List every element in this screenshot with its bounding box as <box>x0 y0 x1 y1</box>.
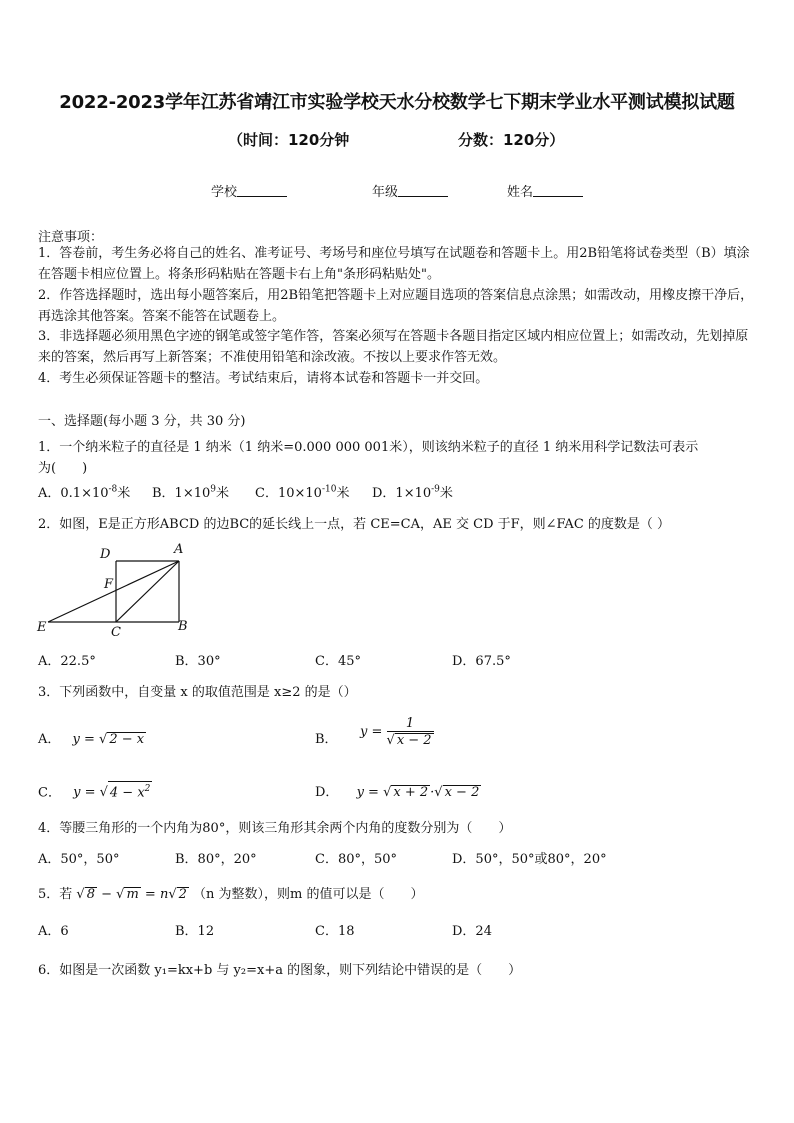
point-label-a: A <box>174 542 184 557</box>
q1-stem: 1．一个纳米粒子的直径是 1 纳米（1 纳米=0.000 000 001米），则该纳米粒子的直径 1 纳米用科学记数法可表示 <box>38 440 699 455</box>
q5-option-c: C．18 <box>315 924 355 939</box>
q2-option-c: C．45° <box>315 654 361 669</box>
point-label-f: F <box>104 577 114 592</box>
point-label-d: D <box>100 547 111 562</box>
q4-stem: 4．等腰三角形的一个内角为80°，则该三角形其余两个内角的度数分别为（ ） <box>38 821 512 836</box>
q5-option-b: B．12 <box>175 924 215 939</box>
q2-option-d: D．67.5° <box>452 654 511 669</box>
name-field <box>507 181 583 200</box>
time-limit: （时间：120分钟 <box>228 131 350 149</box>
note-item: 2．作答选择题时，选出每小题答案后，用2B铅笔把答题卡上对应题目选项的答案信息点涂黑；如需改动，用橡皮擦干净后，再选涂其他答案。答案不能答在试题卷上。 <box>38 288 754 324</box>
q4-option-a: A．50°，50° <box>38 852 120 867</box>
school-field <box>211 181 287 200</box>
q5-option-d: D．24 <box>452 924 492 939</box>
name-label: 姓名 <box>507 185 534 200</box>
grade-blank <box>398 184 448 197</box>
name-blank <box>533 184 583 197</box>
q2-option-b: B．30° <box>175 654 221 669</box>
q5-stem: 5．若 √ 8 − √ m = n√ 2 （n 为整数），则m 的值可以是（ ） <box>38 887 424 902</box>
note-item: 1．答卷前，考生务必将自己的姓名、准考证号、考场号和座位号填写在试题卷和答题卡上。用2B铅笔将试卷类型（B）填涂在答题卡相应位置上。将条形码粘贴在答题卡右上角"条形码粘贴处"。 <box>38 246 750 282</box>
note-item: 3．非选择题必须用黑色字迹的钢笔或签字笔作答，答案必须写在答题卡各题目指定区域内相应位置上；如需改动，先划掉原来的答案，然后再写上新答案；不准使用铅笔和涂改液。不按以上要求作答无效。 <box>38 329 749 365</box>
section-heading: 一、选择题(每小题 3 分，共 30 分) <box>38 414 246 429</box>
q1-option-c: C．$10\times 10^{-10}$米 <box>255 484 350 501</box>
note-item: 4．考生必须保证答题卡的整洁。考试结束后，请将本试卷和答题卡一并交回。 <box>38 371 489 386</box>
q3-option-b: B． <box>315 732 338 747</box>
segment-ae <box>48 561 179 622</box>
q4-option-b: B．80°，20° <box>175 852 257 867</box>
q5-option-a: A．6 <box>38 924 69 939</box>
total-score: 分数：120分） <box>458 131 565 149</box>
segment-ac <box>116 561 179 622</box>
q1-option-d: D．$1\times 10^{-9}$米 <box>372 484 453 501</box>
q3-option-d: D． y = √ x + 2 ·√ x − 2 <box>315 785 480 800</box>
q2-stem: 2．如图，E是正方形ABCD 的边BC的延长线上一点，若 CE=CA，AE 交 CD 于F，则∠FAC 的度数是（ ） <box>38 517 671 532</box>
point-label-b: B <box>178 619 188 634</box>
grade-field <box>372 181 448 200</box>
q3-option-b-formula: y = $\frac{1}{√ x - 2}$ <box>360 716 432 748</box>
q2-square-figure <box>34 540 194 640</box>
q1-option-a: A．$0.1\times 10^{-8}$米 <box>38 484 131 501</box>
q1-option-b: B．$1\times 10^9$米 <box>152 484 230 501</box>
q2-option-a: A．22.5° <box>38 654 96 669</box>
q3-stem: 3．下列函数中，自变量 x 的取值范围是 x≥2 的是（） <box>38 685 357 700</box>
point-label-e: E <box>37 620 47 635</box>
grade-label: 年级 <box>372 185 399 200</box>
q4-option-c: C．80°，50° <box>315 852 398 867</box>
exam-title: 2022-2023学年江苏省靖江市实验学校天水分校数学七下期末学业水平测试模拟试题 <box>59 92 735 113</box>
school-blank <box>237 184 287 197</box>
q6-stem: 6．如图是一次函数 y₁=kx+b 与 y₂=x+a 的图象，则下列结论中错误的是（ ） <box>38 963 522 978</box>
school-label: 学校 <box>211 185 238 200</box>
q4-option-d: D．50°，50°或80°，20° <box>452 852 607 867</box>
q1-stem-cont: 为( ) <box>38 461 88 476</box>
q3-option-c: C． y = √ $4 - x^2$ <box>38 781 152 800</box>
point-label-c: C <box>111 625 121 640</box>
q3-option-a: A． y = √ 2 − x <box>38 732 145 747</box>
notes-title: 注意事项： <box>38 230 104 245</box>
